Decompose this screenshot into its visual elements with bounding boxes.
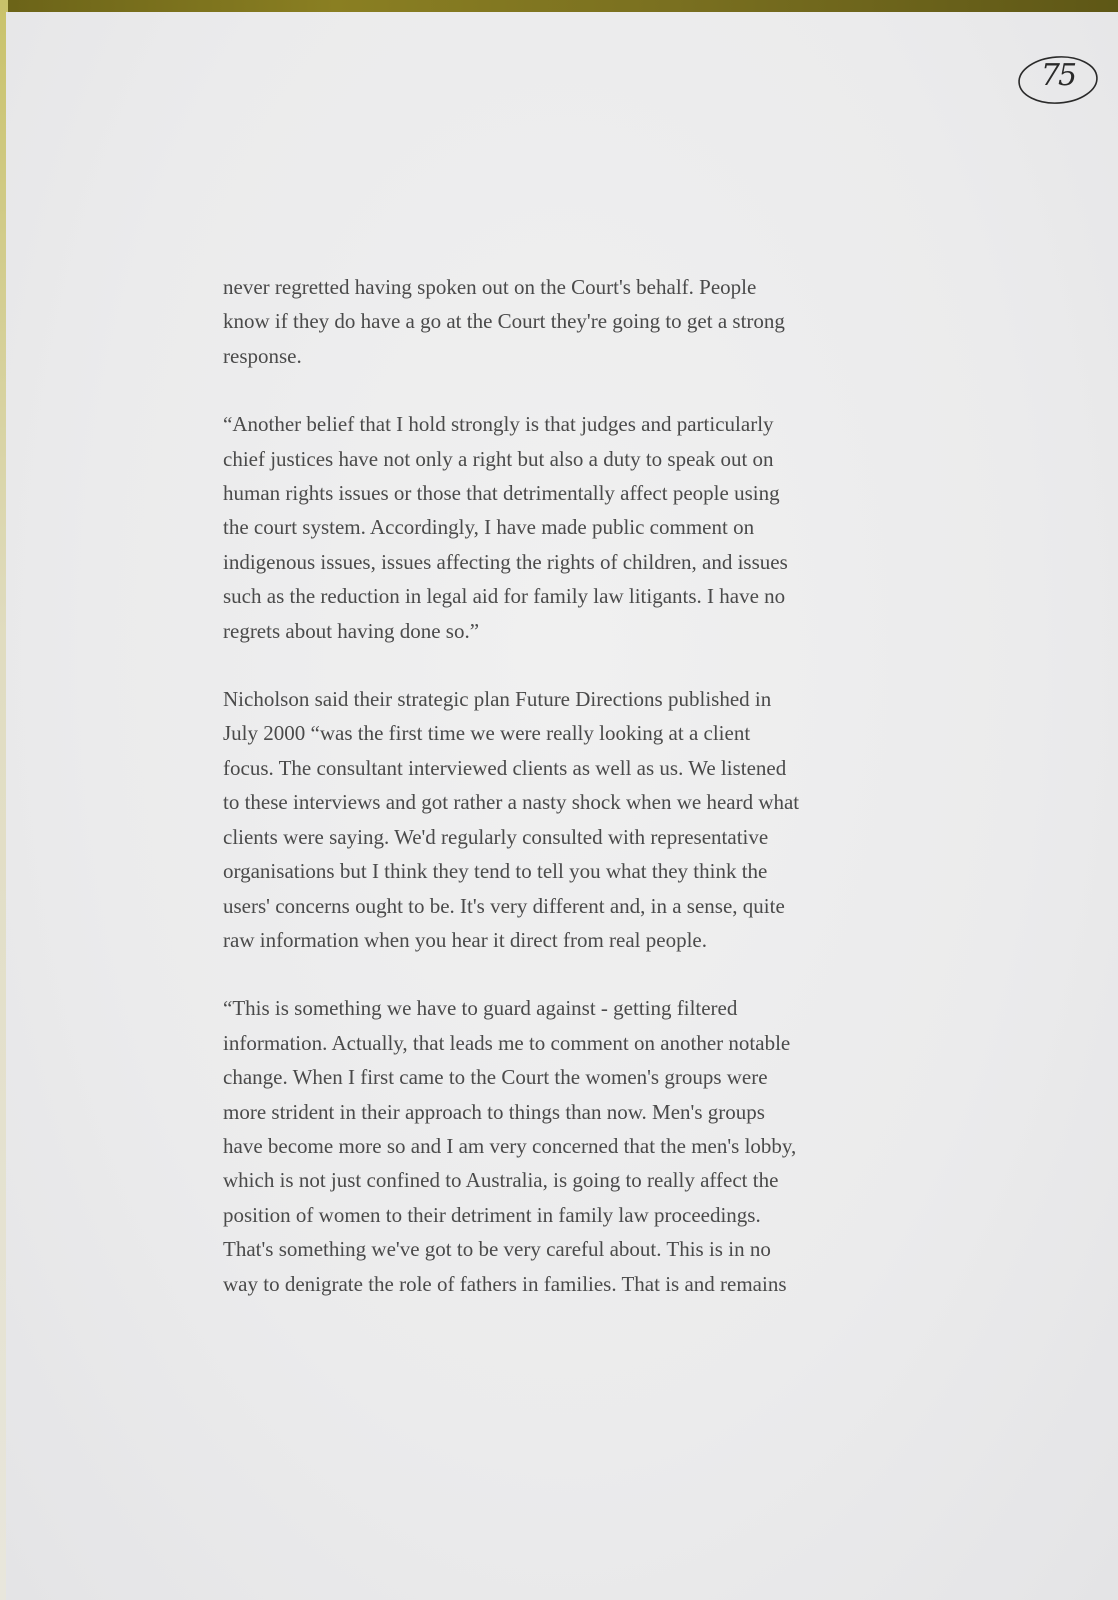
text-line: such as the reduction in legal aid for family law litigants. I have no <box>223 584 786 609</box>
text-line: regrets about having done so.” <box>223 618 480 643</box>
text-line: the court system. Accordingly, I have made public comment on <box>223 515 755 540</box>
text-line: raw information when you hear it direct from real people. <box>223 927 707 952</box>
text-line: Nicholson said their strategic plan Future Directions published in <box>223 687 772 712</box>
text-line: never regretted having spoken out on the Court's behalf. People <box>223 275 757 299</box>
text-line: have become more so and I am very concerned that the men's lobby, <box>223 1133 797 1158</box>
paragraph-3 <box>223 682 913 957</box>
text-line: July 2000 “was the first time we were really looking at a client <box>223 721 751 746</box>
text-line: chief justices have not only a right but also a duty to speak out on <box>223 446 774 471</box>
article-body <box>223 270 913 1335</box>
text-line: change. When I first came to the Court the women's groups were <box>223 1065 768 1090</box>
text-line: way to denigrate the role of fathers in families. That is and remains <box>223 1271 787 1296</box>
text-line: organisations but I think they tend to tell you what they think the <box>223 859 768 884</box>
text-line: users' concerns ought to be. It's very different and, in a sense, quite <box>223 893 785 918</box>
text-line: response. <box>223 343 302 368</box>
text-line: more strident in their approach to things than now. Men's groups <box>223 1099 765 1124</box>
text-line: know if they do have a go at the Court they're going to get a strong <box>223 309 785 334</box>
paragraph-1 <box>223 270 913 373</box>
text-line: information. Actually, that leads me to comment on another notable <box>223 1030 791 1055</box>
page-number-text: 75 <box>1040 58 1076 93</box>
text-line: focus. The consultant interviewed clients as well as us. We listened <box>223 755 787 780</box>
document-page <box>6 12 1118 1600</box>
paragraph-2 <box>223 407 913 648</box>
paragraph-4 <box>223 991 913 1301</box>
handwritten-page-number <box>1016 54 1100 106</box>
text-line: position of women to their detriment in family law proceedings. <box>223 1202 761 1227</box>
text-line: indigenous issues, issues affecting the rights of children, and issues <box>223 549 788 574</box>
text-line: which is not just confined to Australia, is going to really affect the <box>223 1168 779 1193</box>
text-line: clients were saying. We'd regularly consulted with representative <box>223 824 769 849</box>
text-line: “This is something we have to guard against - getting filtered <box>223 996 738 1021</box>
text-line: to these interviews and got rather a nasty shock when we heard what <box>223 790 800 815</box>
text-line: That's something we've got to be very careful about. This is in no <box>223 1237 771 1262</box>
text-line: human rights issues or those that detrimentally affect people using <box>223 481 780 506</box>
text-line: “Another belief that I hold strongly is that judges and particularly <box>223 412 774 437</box>
